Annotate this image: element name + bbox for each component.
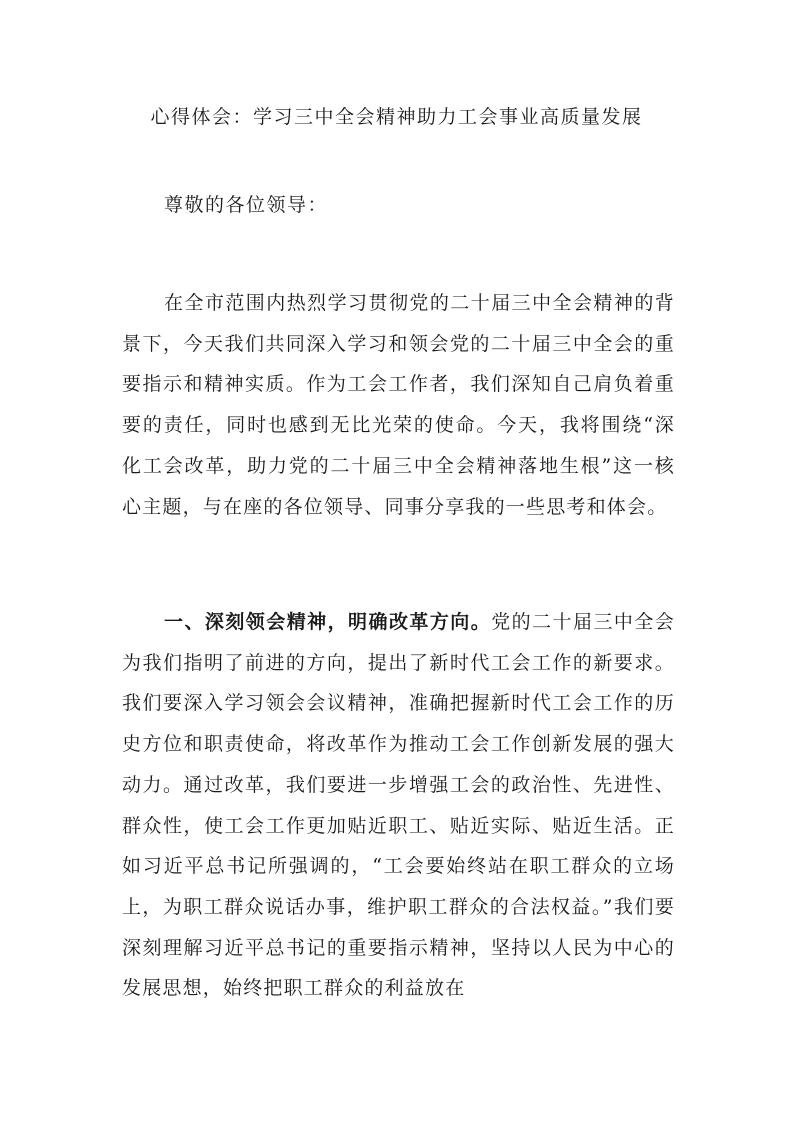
paragraph-intro <box>122 283 675 527</box>
salutation: 尊敬的各位领导： <box>164 194 329 216</box>
paragraph-section-one <box>122 602 675 1009</box>
section-one-text: 党的二十届三中全会为我们指明了前进的方向，提出了新时代工会工作的新要求。我们要深入学习领会会议精神，准确把握新时代工会工作的历史方位和职责使命，将改革作为推动工会工作创新发展的强大动力。通过改革，我们要进一步增强工会的政治性、先进性、群众性，使工会工作更加贴近职工、贴近实际、贴近生活。正如习近平总书记所强调的，“工会要始终站在职工群众的立场上，为职工群众说话办事，维护职工群众的合法权益。”我们要深刻理解习近平总书记的重要指示精神，坚持以人民为中心的发展思想，始终把职工群众的利益放在 <box>122 611 675 1000</box>
paragraph-intro-text: 在全市范围内热烈学习贯彻党的二十届三中全会精神的背景下，今天我们共同深入学习和领会党的二十届三中全会的重要指示和精神实质。作为工会工作者，我们深知自己肩负着重要的责任，同时也感到无比光荣的使命。今天，我将围绕“深化工会改革，助力党的二十届三中全会精神落地生根”这一核心主题，与在座的各位领导、同事分享我的一些思考和体会。 <box>122 292 675 518</box>
document-title: 心得体会：学习三中全会精神助力工会事业高质量发展 <box>150 106 643 128</box>
section-one-heading: 一、深刻领会精神，明确改革方向。 <box>164 611 492 633</box>
